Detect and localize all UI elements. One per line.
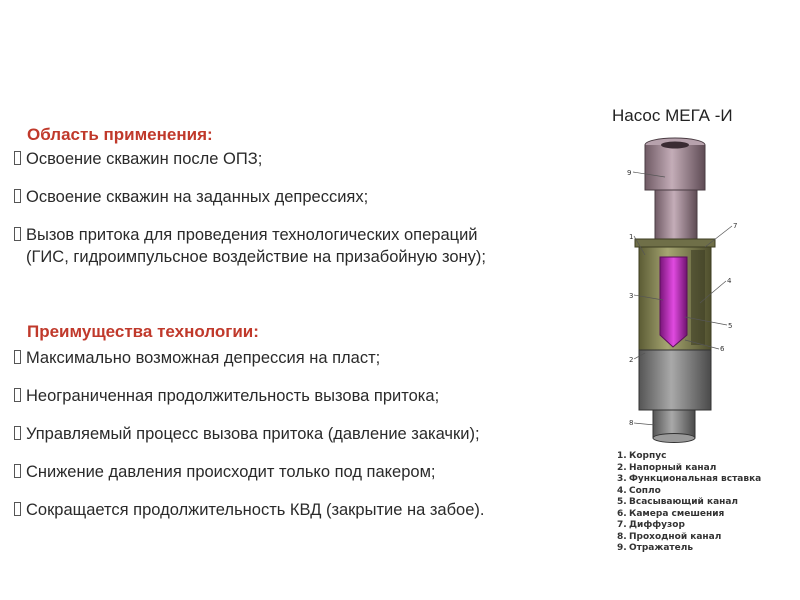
pump-top-reflector bbox=[645, 138, 705, 190]
pump-title: Насос МЕГА -И bbox=[612, 106, 733, 125]
bullet-icon bbox=[14, 426, 21, 440]
list-item: Неограниченная продолжительность вызова притока; bbox=[14, 385, 484, 407]
legend-item: 1. Корпус bbox=[617, 451, 667, 461]
bullet-icon bbox=[14, 464, 21, 478]
callout-label: 3 bbox=[629, 292, 634, 300]
legend-item: 5. Всасывающий канал bbox=[617, 497, 739, 507]
callout-label: 6 bbox=[720, 345, 725, 353]
list-item: Максимально возможная депрессия на пласт; bbox=[14, 347, 484, 369]
pump-lower-housing bbox=[639, 350, 711, 410]
callout-label: 5 bbox=[728, 322, 733, 330]
bullet-icon bbox=[14, 189, 21, 203]
legend-item: 3. Функциональная вставка bbox=[617, 474, 762, 484]
list-item: Снижение давления происходит только под пакером; bbox=[14, 461, 484, 483]
callout-label: 7 bbox=[733, 222, 738, 230]
legend-item: 9. Отражатель bbox=[617, 543, 694, 553]
callout-label: 9 bbox=[627, 169, 632, 177]
section-advantages-title: Преимущества технологии: bbox=[27, 322, 259, 341]
bullet-icon bbox=[14, 502, 21, 516]
list-item: Сокращается продолжительность КВД (закрытие на забое). bbox=[14, 499, 484, 521]
legend-item: 8. Проходной канал bbox=[617, 531, 722, 542]
legend-item: 2. Напорный канал bbox=[617, 462, 717, 473]
advantages-list bbox=[14, 347, 484, 537]
bullet-icon bbox=[14, 151, 21, 165]
application-list bbox=[14, 148, 486, 284]
callout-label: 2 bbox=[629, 356, 634, 364]
pump-upper-body bbox=[655, 190, 697, 240]
legend-item: 4. Сопло bbox=[617, 485, 661, 496]
legend-item: 7. Диффузор bbox=[617, 520, 685, 530]
callout-label: 1 bbox=[629, 233, 634, 241]
list-item: Вызов притока для проведения технологических операций (ГИС, гидроимпульсное воздействие на призабойную зону); bbox=[14, 224, 486, 268]
pump-functional-insert bbox=[660, 257, 687, 347]
section-application-title: Область применения: bbox=[27, 125, 213, 144]
bullet-icon bbox=[14, 388, 21, 402]
pump-legend bbox=[617, 451, 761, 555]
bullet-icon bbox=[14, 350, 21, 364]
pump-cutaway-illustration bbox=[605, 135, 755, 445]
callout-label: 4 bbox=[727, 277, 732, 285]
legend-item: 6. Камера смешения bbox=[617, 508, 725, 519]
bullet-icon bbox=[14, 227, 21, 241]
list-item: Освоение скважин после ОПЗ; bbox=[14, 148, 486, 170]
list-item: Освоение скважин на заданных депрессиях; bbox=[14, 186, 486, 208]
list-item: Управляемый процесс вызова притока (давление закачки); bbox=[14, 423, 484, 445]
callout-label: 8 bbox=[629, 419, 634, 427]
